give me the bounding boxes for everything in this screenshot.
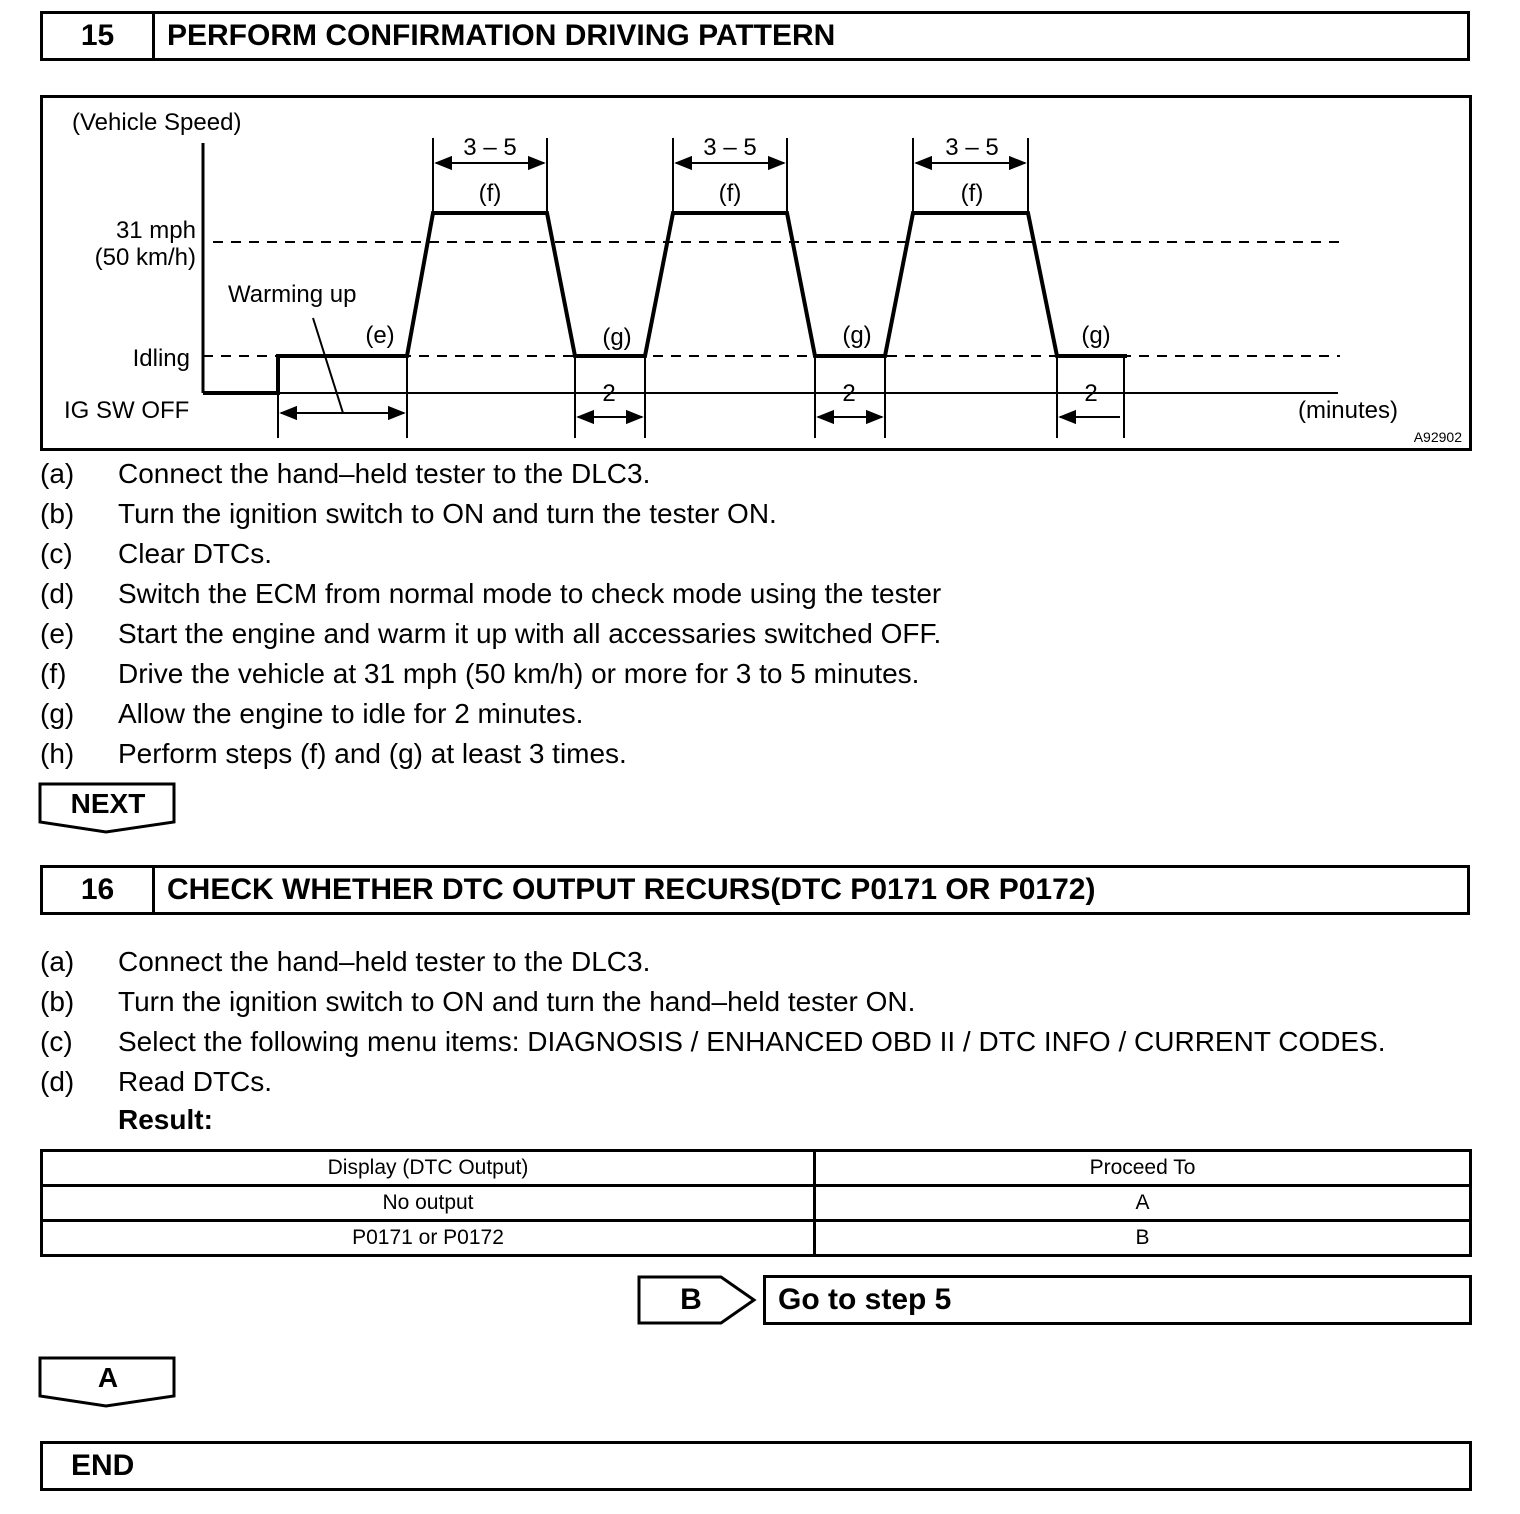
table-cell: P0171 or P0172 <box>42 1221 815 1256</box>
option-b-button[interactable] <box>637 1275 757 1325</box>
next-label: NEXT <box>70 788 146 819</box>
table-row <box>42 1186 1471 1221</box>
go-to-step-5-link[interactable]: Go to step 5 <box>763 1275 1472 1325</box>
step-16-instructions <box>40 942 1386 1102</box>
phase-g-label-2: (g) <box>842 322 872 349</box>
instruction-row: (d) Read DTCs. <box>40 1066 273 1097</box>
instruction-row: (b) Turn the ignition switch to ON and turn the tester ON. <box>40 498 777 529</box>
table-cell: B <box>815 1221 1471 1256</box>
y-axis-title: (Vehicle Speed) <box>72 109 242 136</box>
instruction-row: (e) Start the engine and warm it up with all accessaries switched OFF. <box>40 618 942 649</box>
step-15-instructions <box>40 454 941 774</box>
instruction-row: (a) Connect the hand–held tester to the DLC3. <box>40 458 651 489</box>
table-cell: No output <box>42 1186 815 1221</box>
idle-duration-label-1: 2 <box>602 380 616 407</box>
phase-f-label-2: (f) <box>718 180 742 207</box>
option-a-label: A <box>97 1362 119 1393</box>
speed-label-kmh: (50 km/h) <box>94 244 196 271</box>
figure-code: A92902 <box>1413 429 1462 445</box>
step-15-header <box>40 11 1470 61</box>
warming-up-label: Warming up <box>228 281 357 308</box>
step-title: PERFORM CONFIRMATION DRIVING PATTERN <box>167 19 836 52</box>
driving-pattern-diagram <box>40 95 1472 451</box>
instruction-row: (f) Drive the vehicle at 31 mph (50 km/h) or more for 3 to 5 minutes. <box>40 658 920 689</box>
x-axis-unit: (minutes) <box>1297 397 1398 424</box>
ig-sw-off-label: IG SW OFF <box>64 397 190 424</box>
phase-f-label-1: (f) <box>478 180 502 207</box>
option-a-button[interactable] <box>38 1356 178 1408</box>
drive-duration-label-2: 3 – 5 <box>703 134 757 161</box>
result-table <box>40 1149 1472 1257</box>
instruction-row: (d) Switch the ECM from normal mode to check mode using the tester <box>40 578 942 609</box>
next-button[interactable] <box>38 782 178 834</box>
column-header: Proceed To <box>815 1151 1471 1186</box>
column-header: Display (DTC Output) <box>42 1151 815 1186</box>
option-b-label: B <box>680 1283 702 1316</box>
idling-label: Idling <box>132 345 190 372</box>
step-number: 15 <box>43 14 155 58</box>
table-row <box>42 1221 1471 1256</box>
instruction-row: (a) Connect the hand–held tester to the DLC3. <box>40 946 651 977</box>
result-label: Result: <box>118 1104 213 1135</box>
drive-duration-label-3: 3 – 5 <box>945 134 999 161</box>
phase-f-label-3: (f) <box>960 180 984 207</box>
step-title: CHECK WHETHER DTC OUTPUT RECURS(DTC P0171 OR P0172) <box>167 873 1096 906</box>
step-number: 16 <box>43 868 155 912</box>
idle-duration-label-2: 2 <box>842 380 856 407</box>
instruction-row: (b) Turn the ignition switch to ON and turn the hand–held tester ON. <box>40 986 916 1017</box>
end-box: END <box>40 1441 1472 1491</box>
phase-g-label-3: (g) <box>1081 322 1111 349</box>
drive-duration-label-1: 3 – 5 <box>463 134 517 161</box>
speed-label-mph: 31 mph <box>115 217 196 244</box>
phase-e-label: (e) <box>365 322 395 349</box>
table-cell: A <box>815 1186 1471 1221</box>
driving-pattern-svg <box>40 95 1472 451</box>
instruction-row: (c) Clear DTCs. <box>40 538 273 569</box>
idle-duration-label-3: 2 <box>1084 380 1098 407</box>
step-16-header <box>40 865 1470 915</box>
instruction-row: (g) Allow the engine to idle for 2 minutes. <box>40 698 584 729</box>
phase-g-label-1: (g) <box>602 324 632 351</box>
table-header-row <box>42 1151 1471 1186</box>
instruction-row: (c) Select the following menu items: DIAGNOSIS / ENHANCED OBD II / DTC INFO / CURRENT CODES. <box>40 1026 1386 1057</box>
instruction-row: (h) Perform steps (f) and (g) at least 3 times. <box>40 738 627 769</box>
